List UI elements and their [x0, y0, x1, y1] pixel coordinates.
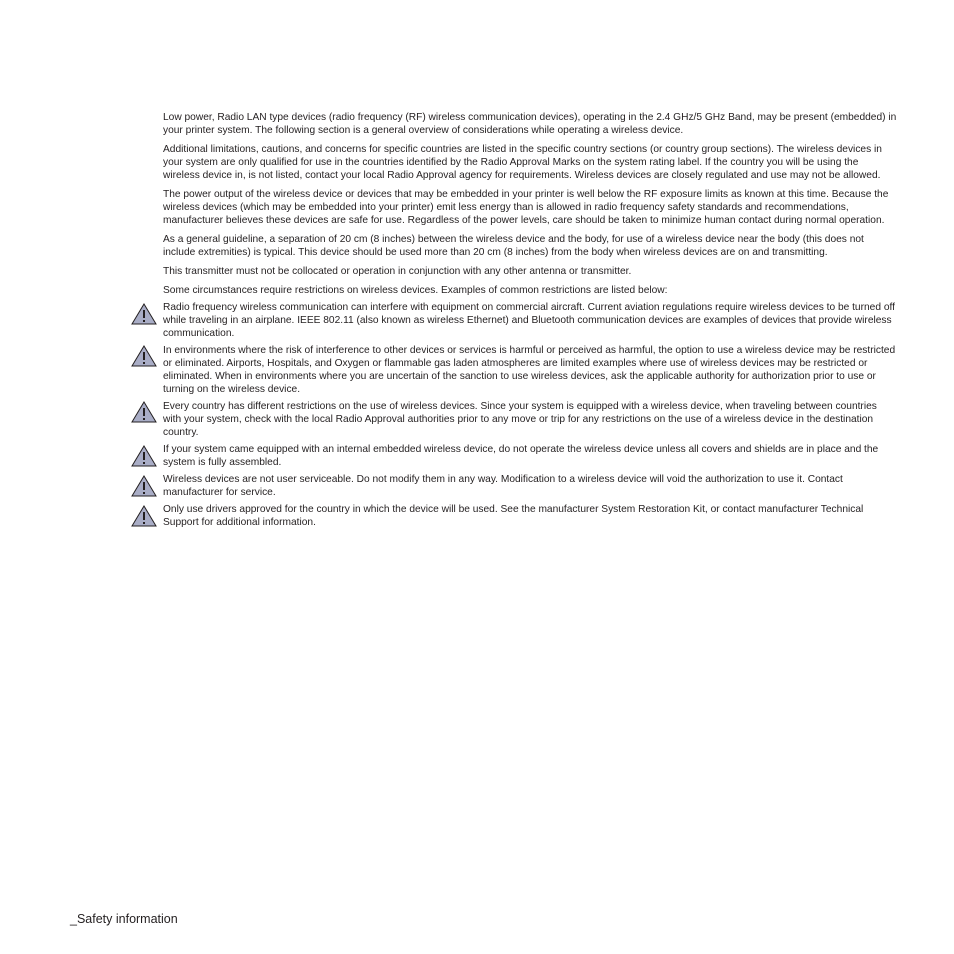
paragraph-limitations: Additional limitations, cautions, and concerns for specific countries are listed in the specific country sections (or country group sections). The wireless devices in your system are only qualified for use in the countries identified by the Radio Approval Marks on the system rating label. If the country you will be using the wireless device in, is not listed, contact your local Radio Approval agency for requirements. Wireless devices are closely regulated and use may not be allowed. [163, 144, 882, 181]
document-body [163, 111, 897, 533]
paragraph-intro: Low power, Radio LAN type devices (radio frequency (RF) wireless communication devices), operating in the 2.4 GHz/5 GHz Band, may be present (embedded) in your printer system. The following section is a general overview of considerations while operating a wireless device. [163, 112, 897, 136]
warning-triangle-icon [130, 444, 158, 468]
warning-country-restrictions [163, 400, 897, 439]
paragraph-transmitter: This transmitter must not be collocated or operation in conjunction with any other antenna or transmitter. [163, 266, 632, 277]
warning-triangle-icon [130, 474, 158, 498]
page-footer-label: _Safety information [70, 912, 178, 926]
warning-text: In environments where the risk of interference to other devices or services is harmful or perceived as harmful, the option to use a wireless device may be restricted or eliminated. Airports, Hospitals, and Oxygen or flammable gas laden atmospheres are limited examples where use of wireless devices may be restricted or eliminated. When in environments where you are uncertain of the sanction to use wireless devices, ask the applicable authority for authorization prior to use or turning on the wireless device. [163, 345, 896, 395]
warning-environments [163, 344, 897, 396]
paragraph-guideline: As a general guideline, a separation of 20 cm (8 inches) between the wireless device and the body, for use of a wireless device near the body (this does not include extremities) is typical. This device should be used more than 20 cm (8 inches) from the body when wireless devices are on and transmitting. [163, 234, 864, 258]
warning-triangle-icon [130, 344, 158, 368]
warning-approved-drivers [163, 503, 897, 529]
warning-aviation [163, 301, 897, 340]
paragraph-power-output: The power output of the wireless device or devices that may be embedded in your printer is well below the RF exposure limits as known at this time. Because the wireless devices (which may be embedded into your printer) emit less energy than is allowed in radio frequency safety standards and recommendations, manufacturer believes these devices are safe for use. Regardless of the power levels, care should be taken to minimize human contact during normal operation. [163, 189, 889, 226]
warning-triangle-icon [130, 400, 158, 424]
warning-embedded-device [163, 443, 897, 469]
warning-text: Every country has different restrictions on the use of wireless devices. Since your system is equipped with a wireless device, when traveling between countries with your system, check with the local Radio Approval authorities prior to any move or trip for any restrictions on the use of a wireless device in the destination country. [163, 401, 877, 438]
paragraph-restrictions-intro: Some circumstances require restrictions on wireless devices. Examples of common restrictions are listed below: [163, 285, 668, 296]
warning-text: Wireless devices are not user serviceable. Do not modify them in any way. Modification to a wireless device will void the authorization to use it. Contact manufacturer for service. [163, 474, 843, 498]
warning-text: Only use drivers approved for the country in which the device will be used. See the manufacturer System Restoration Kit, or contact manufacturer Technical Support for additional information. [163, 504, 864, 528]
warning-triangle-icon [130, 504, 158, 528]
warning-triangle-icon [130, 302, 158, 326]
warning-text: Radio frequency wireless communication can interfere with equipment on commercial aircraft. Current aviation regulations require wireless devices to be turned off while traveling in an airplane. IEEE 802.11 (also known as wireless Ethernet) and Bluetooth communication devices are examples of devices that provide wireless communication. [163, 302, 895, 339]
warning-not-serviceable [163, 473, 897, 499]
warning-text: If your system came equipped with an internal embedded wireless device, do not operate the wireless device unless all covers and shields are in place and the system is fully assembled. [163, 444, 879, 468]
